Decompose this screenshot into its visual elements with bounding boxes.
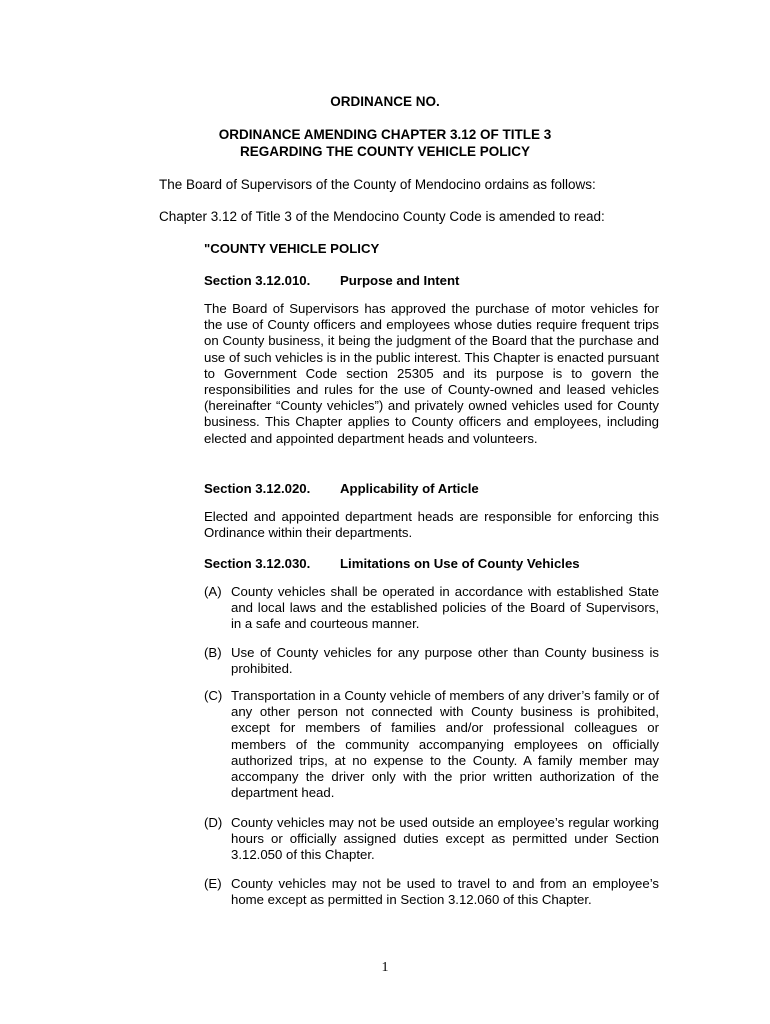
ordinance-number: ORDINANCE NO.	[330, 94, 440, 109]
section-heading	[204, 481, 659, 497]
section-heading	[204, 273, 659, 289]
chapter-paragraph: Chapter 3.12 of Title 3 of the Mendocino County Code is amended to read:	[159, 209, 605, 224]
section-body: Elected and appointed department heads are responsible for enforcing this Ordinance within their departments.	[204, 509, 659, 541]
title-line-1: ORDINANCE AMENDING CHAPTER 3.12 OF TITLE 3	[218, 127, 552, 142]
section-title: Purpose and Intent	[340, 273, 460, 288]
list-item	[204, 815, 659, 864]
list-item-text: Use of County vehicles for any purpose other than County business is prohibited.	[231, 645, 659, 677]
list-item	[204, 876, 659, 908]
section-number: Section 3.12.020.	[204, 481, 311, 496]
section-title: Limitations on Use of County Vehicles	[340, 556, 580, 571]
policy-heading: "COUNTY VEHICLE POLICY	[204, 241, 380, 256]
list-item-label: (C)	[204, 688, 223, 703]
list-item-label: (E)	[204, 876, 222, 891]
section-heading	[204, 556, 659, 572]
page-number: 1	[381, 960, 389, 975]
list-item-text: County vehicles shall be operated in accordance with established State and local laws and the established policies of the Board of Supervisors, in a safe and courteous manner.	[231, 584, 659, 632]
list-item-text: County vehicles may not be used to travel to and from an employee’s home except as permitted in Section 3.12.060 of this Chapter.	[231, 876, 659, 908]
section-body: The Board of Supervisors has approved the purchase of motor vehicles for the use of County officers and employees whose duties require frequent trips on County business, it being the judgment of the Board that the purchase and use of such vehicles is in the public interest. This Chapter is enacted pursuant to Government Code section 25305 and its purpose is to govern the responsibilities and rules for the use of County-owned and leased vehicles (hereinafter “County vehicles”) and privately owned vehicles used for County business. This Chapter applies to County officers and employees, including elected and appointed department heads and volunteers.	[204, 301, 659, 446]
section-number: Section 3.12.030.	[204, 556, 311, 571]
list-item-label: (D)	[204, 815, 223, 830]
section-number: Section 3.12.010.	[204, 273, 311, 288]
list-item	[204, 688, 659, 801]
list-item-text: Transportation in a County vehicle of members of any driver’s family or of any other person not connected with County business is prohibited, except for members of families and/or professional colleagues or members of the community accompanying employees on officially authorized trips, at no expense to the County. A family member may accompany the driver only with the prior written authorization of the department head.	[231, 688, 659, 801]
list-item-label: (B)	[204, 645, 222, 660]
list-item	[204, 584, 659, 633]
list-item	[204, 645, 659, 677]
intro-paragraph: The Board of Supervisors of the County of Mendocino ordains as follows:	[159, 177, 596, 192]
title-line-2: REGARDING THE COUNTY VEHICLE POLICY	[239, 144, 531, 159]
section-title: Applicability of Article	[340, 481, 479, 496]
list-item-text: County vehicles may not be used outside an employee’s regular working hours or officially assigned duties except as permitted under Section 3.12.050 of this Chapter.	[231, 815, 659, 863]
list-item-label: (A)	[204, 584, 222, 599]
